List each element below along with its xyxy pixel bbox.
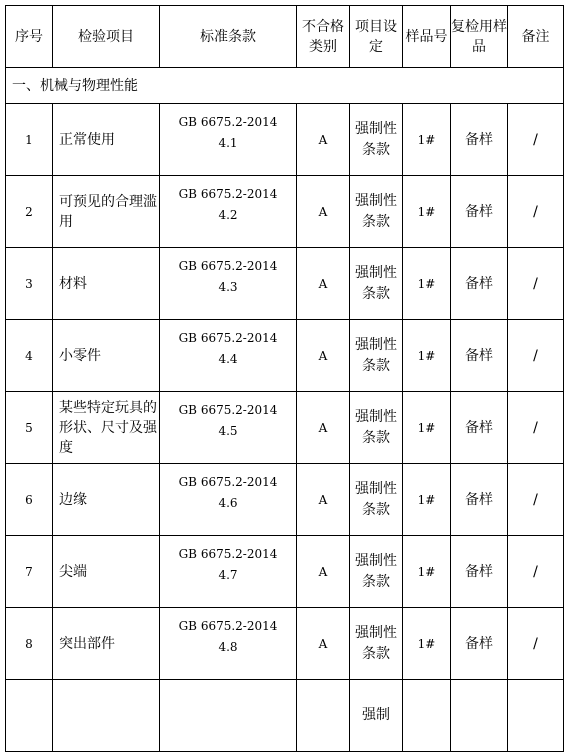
- row-standard-code: GB 6675.2-2014: [178, 475, 278, 489]
- section-title: 一、机械与物理性能: [6, 68, 564, 104]
- row-category: A: [297, 464, 350, 536]
- row-retest: 备样: [451, 320, 508, 392]
- row-remark: /: [508, 392, 564, 464]
- row-sample-no: 1#: [403, 464, 451, 536]
- row-standard-code: GB 6675.2-2014: [178, 115, 278, 129]
- table-row: [6, 176, 564, 248]
- table-row: [6, 392, 564, 464]
- row-sample-no: 1#: [403, 248, 451, 320]
- row-no: 8: [6, 608, 53, 680]
- header-sample-no: 样品号: [403, 6, 451, 68]
- header-standard: 标准条款: [160, 6, 297, 68]
- row-setting: [350, 536, 403, 608]
- table-row: [6, 464, 564, 536]
- row-item: 小零件: [53, 320, 160, 392]
- row-remark: [508, 680, 564, 752]
- row-retest: 备样: [451, 248, 508, 320]
- row-standard: [160, 464, 297, 536]
- row-category: A: [297, 104, 350, 176]
- row-setting: [350, 680, 403, 752]
- row-standard-clause: 4.4: [218, 352, 238, 366]
- row-standard: [160, 104, 297, 176]
- row-setting-text: 强制性条款: [355, 120, 397, 158]
- row-sample-no: 1#: [403, 176, 451, 248]
- row-retest: 备样: [451, 608, 508, 680]
- row-category: A: [297, 320, 350, 392]
- row-retest: 备样: [451, 104, 508, 176]
- row-remark: /: [508, 248, 564, 320]
- row-standard: [160, 536, 297, 608]
- row-setting-text: 强制性条款: [355, 480, 397, 518]
- row-sample-no: 1#: [403, 608, 451, 680]
- row-no: 6: [6, 464, 53, 536]
- row-standard-code: GB 6675.2-2014: [178, 331, 278, 345]
- row-standard-clause: 4.3: [218, 280, 238, 294]
- row-remark: /: [508, 608, 564, 680]
- row-standard-clause: 4.1: [218, 136, 238, 150]
- row-setting-text: 强制性条款: [355, 624, 397, 662]
- row-setting: [350, 464, 403, 536]
- row-setting-text: 强制性条款: [355, 408, 397, 446]
- row-standard: [160, 248, 297, 320]
- row-setting: [350, 608, 403, 680]
- row-sample-no: 1#: [403, 536, 451, 608]
- row-item: [53, 680, 160, 752]
- row-standard-code: GB 6675.2-2014: [178, 403, 278, 417]
- row-no: 5: [6, 392, 53, 464]
- row-setting-text: 强制: [362, 707, 390, 723]
- header-row: [6, 6, 564, 68]
- row-setting-text: 强制性条款: [355, 336, 397, 374]
- row-category: A: [297, 608, 350, 680]
- row-item: 突出部件: [53, 608, 160, 680]
- header-no: 序号: [6, 6, 53, 68]
- row-setting: [350, 320, 403, 392]
- row-sample-no: 1#: [403, 392, 451, 464]
- section-row: [6, 68, 564, 104]
- row-standard: [160, 176, 297, 248]
- row-retest: 备样: [451, 392, 508, 464]
- row-category: A: [297, 392, 350, 464]
- row-setting-text: 强制性条款: [355, 192, 397, 230]
- row-standard-code: GB 6675.2-2014: [178, 259, 278, 273]
- row-retest: 备样: [451, 536, 508, 608]
- row-standard-code: GB 6675.2-2014: [178, 187, 278, 201]
- row-category: [297, 680, 350, 752]
- row-remark: /: [508, 176, 564, 248]
- row-no: 1: [6, 104, 53, 176]
- row-item: 边缘: [53, 464, 160, 536]
- row-item: 材料: [53, 248, 160, 320]
- row-standard: [160, 680, 297, 752]
- row-no: 2: [6, 176, 53, 248]
- row-item: 正常使用: [53, 104, 160, 176]
- table-row: [6, 320, 564, 392]
- row-no: [6, 680, 53, 752]
- row-standard-clause: 4.5: [218, 424, 238, 438]
- header-setting: 项目设定: [350, 6, 403, 68]
- header-retest: 复检用样品: [451, 6, 508, 68]
- row-item: 尖端: [53, 536, 160, 608]
- row-standard-code: GB 6675.2-2014: [178, 619, 278, 633]
- header-remark: 备注: [508, 6, 564, 68]
- row-sample-no: 1#: [403, 320, 451, 392]
- row-standard: [160, 320, 297, 392]
- row-sample-no: [403, 680, 451, 752]
- table-row: [6, 536, 564, 608]
- inspection-table-container: [5, 5, 564, 752]
- row-no: 3: [6, 248, 53, 320]
- table-row: [6, 680, 564, 752]
- row-standard-code: GB 6675.2-2014: [178, 547, 278, 561]
- row-remark: /: [508, 464, 564, 536]
- row-retest: 备样: [451, 464, 508, 536]
- table-row: [6, 104, 564, 176]
- row-standard-clause: 4.6: [218, 496, 238, 510]
- table-row: [6, 248, 564, 320]
- row-standard-clause: 4.2: [218, 208, 238, 222]
- row-standard: [160, 608, 297, 680]
- row-remark: /: [508, 320, 564, 392]
- table-row: [6, 608, 564, 680]
- row-sample-no: 1#: [403, 104, 451, 176]
- row-setting: [350, 248, 403, 320]
- row-category: A: [297, 248, 350, 320]
- row-item: 某些特定玩具的形状、尺寸及强度: [53, 392, 160, 464]
- row-setting: [350, 104, 403, 176]
- header-category: 不合格类别: [297, 6, 350, 68]
- header-item: 检验项目: [53, 6, 160, 68]
- row-setting: [350, 176, 403, 248]
- row-category: A: [297, 536, 350, 608]
- row-setting: [350, 392, 403, 464]
- row-no: 4: [6, 320, 53, 392]
- row-category: A: [297, 176, 350, 248]
- row-standard: [160, 392, 297, 464]
- row-retest: [451, 680, 508, 752]
- row-remark: /: [508, 104, 564, 176]
- row-retest: 备样: [451, 176, 508, 248]
- row-item: 可预见的合理滥用: [53, 176, 160, 248]
- inspection-table: [5, 5, 564, 752]
- row-setting-text: 强制性条款: [355, 264, 397, 302]
- row-setting-text: 强制性条款: [355, 552, 397, 590]
- row-no: 7: [6, 536, 53, 608]
- row-remark: /: [508, 536, 564, 608]
- row-standard-clause: 4.7: [218, 568, 238, 582]
- row-standard-clause: 4.8: [218, 640, 238, 654]
